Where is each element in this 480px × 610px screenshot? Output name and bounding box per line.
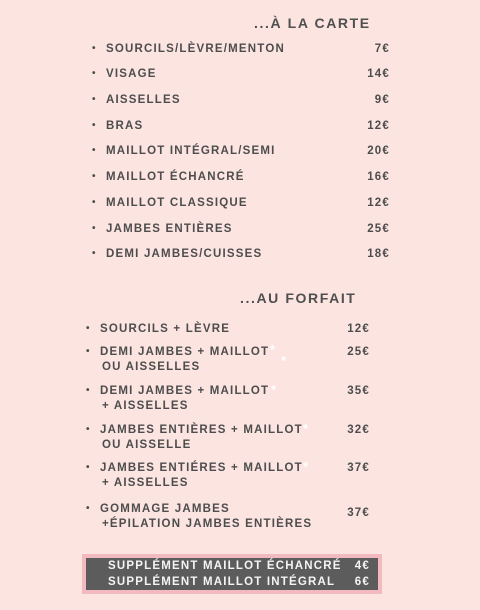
forfait-item-label: DEMI JAMBES + MAILLOT [100, 346, 270, 358]
carte-item-label: MAILLOT ÉCHANCRÉ [106, 171, 245, 183]
bullet: • [92, 145, 97, 156]
forfait-item-label-line2: + AISSELLES [102, 477, 189, 489]
carte-item-label: AISSELLES [106, 94, 181, 106]
carte-item-price: 12€ [367, 197, 390, 209]
carte-title: ...À LA CARTE [254, 15, 371, 31]
forfait-item-price: 35€ [347, 385, 370, 397]
forfait-item [0, 342, 480, 378]
carte-item-label: JAMBES ENTIÈRES [106, 223, 233, 235]
carte-item-price: 20€ [367, 145, 390, 157]
bullet: • [92, 120, 97, 131]
sparkle-icon: * [270, 342, 277, 357]
carte-item-label: SOURCILS/LÈVRE/MENTON [106, 43, 285, 55]
carte-item-label: BRAS [106, 120, 144, 132]
bullet: • [86, 385, 91, 396]
bullet: • [92, 94, 97, 105]
forfait-item-label-line2: OU AISSELLE [102, 439, 192, 451]
carte-item-price: 18€ [367, 248, 390, 260]
carte-item-price: 12€ [367, 120, 390, 132]
forfait-item [0, 421, 480, 456]
forfait-item-price: 37€ [347, 507, 370, 519]
bullet: • [86, 323, 91, 334]
forfait-item-label: JAMBES ENTIÉRES + MAILLOT [100, 462, 303, 474]
forfait-item-price: 12€ [347, 323, 370, 335]
sparkle-icon: * [271, 382, 278, 397]
supplement-price: 4€ [354, 560, 370, 572]
forfait-item-label: JAMBES ENTIÈRES + MAILLOT [100, 424, 303, 436]
carte-item-price: 25€ [367, 223, 390, 235]
bullet: • [86, 424, 91, 435]
forfait-item-label: DEMI JAMBES + MAILLOT [100, 385, 270, 397]
carte-item-label: MAILLOT INTÉGRAL/SEMI [106, 145, 276, 157]
supplement-label: SUPPLÉMENT MAILLOT INTÉGRAL [108, 576, 336, 588]
bullet: • [92, 248, 97, 259]
carte-item-price: 7€ [374, 43, 390, 55]
forfait-item-label: SOURCILS + LÈVRE [100, 323, 231, 335]
carte-item-label: VISAGE [106, 68, 157, 80]
bullet: • [92, 197, 97, 208]
forfait-item [0, 459, 480, 494]
bullet: • [92, 68, 97, 79]
forfait-item-price: 37€ [347, 462, 370, 474]
carte-item-label: DEMI JAMBES/CUISSES [106, 248, 263, 260]
forfait-item-price: 32€ [347, 424, 370, 436]
bullet: • [92, 223, 97, 234]
forfait-item-label-line2: +ÉPILATION JAMBES ENTIÈRES [102, 518, 313, 530]
sparkle-icon: * [281, 353, 288, 368]
forfait-item-label-line2: OU AISSELLES [102, 361, 201, 373]
supplement-price: 6€ [354, 576, 370, 588]
sparkle-icon: * [303, 459, 310, 474]
carte-item-price: 9€ [374, 94, 390, 106]
forfait-title: ...AU FORFAIT [240, 290, 357, 306]
carte-item-price: 16€ [367, 171, 390, 183]
carte-item-label: MAILLOT CLASSIQUE [106, 197, 248, 209]
carte-item-price: 14€ [367, 68, 390, 80]
forfait-item-price: 25€ [347, 346, 370, 358]
forfait-item [0, 503, 480, 535]
forfait-item-label: GOMMAGE JAMBES [100, 503, 230, 515]
bullet: • [92, 43, 97, 54]
bullet: • [86, 346, 91, 357]
forfait-item-label-line2: + AISSELLES [102, 400, 189, 412]
sparkle-icon: * [303, 421, 310, 436]
forfait-item [0, 382, 480, 417]
bullet: • [86, 462, 91, 473]
bullet: • [92, 171, 97, 182]
bullet: • [86, 503, 91, 514]
supplement-label: SUPPLÉMENT MAILLOT ÉCHANCRÉ [108, 560, 342, 572]
